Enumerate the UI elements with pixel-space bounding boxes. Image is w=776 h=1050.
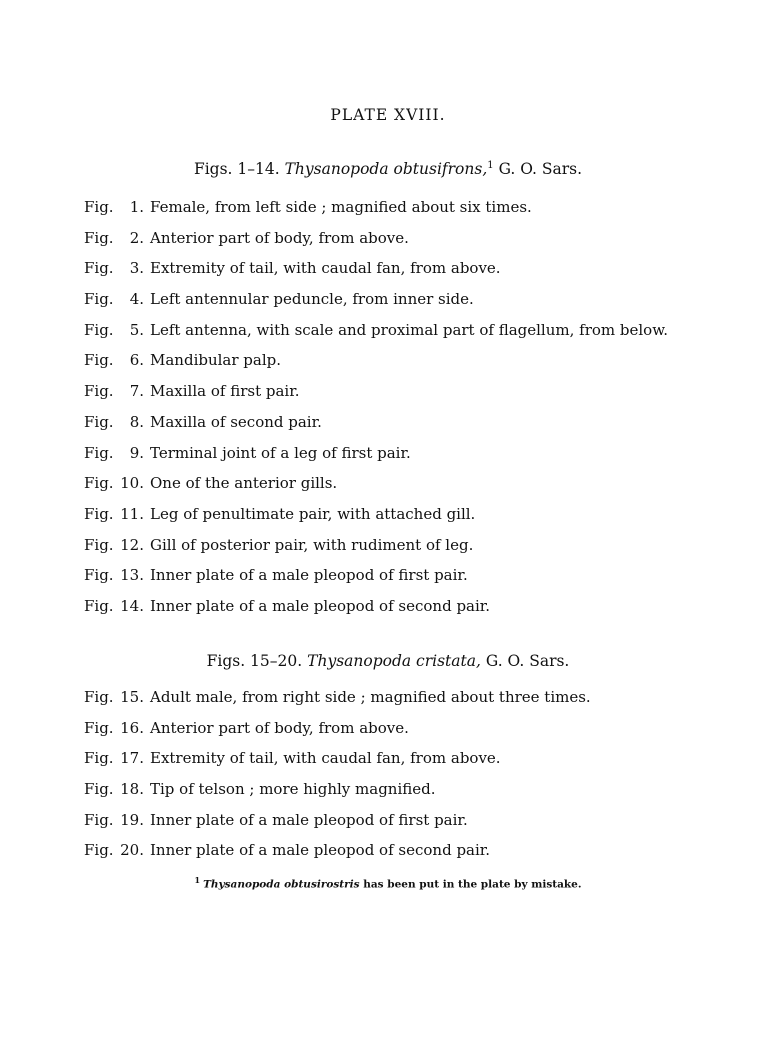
fig-prefix: Fig. bbox=[84, 596, 114, 615]
fig-description: Extremity of tail, with caudal fan, from above. bbox=[150, 749, 501, 768]
footnote-reference: 1 bbox=[487, 160, 494, 171]
fig-number: 11. bbox=[120, 504, 144, 523]
fig-description: Terminal joint of a leg of first pair. bbox=[150, 443, 411, 462]
figure-row bbox=[84, 351, 668, 382]
footnote-text: has been put in the plate by mistake. bbox=[363, 878, 582, 891]
figure-row bbox=[84, 229, 668, 260]
fig-number: 14. bbox=[120, 596, 144, 615]
fig-prefix: Fig. bbox=[84, 443, 114, 462]
fig-prefix: Fig. bbox=[84, 382, 114, 401]
section-heading-1 bbox=[0, 160, 776, 178]
fig-prefix: Fig. bbox=[84, 718, 114, 737]
page-title: PLATE XVIII. bbox=[330, 106, 446, 124]
fig-prefix: Fig. bbox=[84, 566, 114, 585]
fig-number: 16. bbox=[120, 718, 144, 737]
fig-number: 4. bbox=[129, 290, 144, 309]
section-figs-label: Figs. 1–14. bbox=[193, 160, 280, 179]
fig-description: Leg of penultimate pair, with attached gill. bbox=[150, 504, 476, 523]
fig-description: Maxilla of first pair. bbox=[150, 382, 300, 401]
figure-row bbox=[84, 749, 591, 780]
section-heading-2 bbox=[0, 652, 776, 670]
figure-row bbox=[84, 536, 668, 567]
fig-number: 7. bbox=[129, 382, 144, 401]
figure-row bbox=[84, 719, 591, 750]
fig-description: Left antenna, with scale and proximal part of flagellum, from below. bbox=[150, 320, 669, 339]
fig-description: Inner plate of a male pleopod of first pair. bbox=[150, 810, 468, 829]
fig-prefix: Fig. bbox=[84, 290, 114, 309]
fig-description: Mandibular palp. bbox=[150, 351, 282, 370]
figure-list-1 bbox=[84, 198, 668, 628]
footnote bbox=[0, 875, 776, 891]
fig-number: 10. bbox=[120, 474, 144, 493]
section-authority: G. O. Sars. bbox=[485, 652, 570, 670]
fig-prefix: Fig. bbox=[84, 198, 114, 216]
fig-prefix: Fig. bbox=[84, 688, 114, 706]
fig-description: Extremity of tail, with caudal fan, from above. bbox=[150, 259, 501, 278]
fig-prefix: Fig. bbox=[84, 841, 114, 860]
fig-number: 3. bbox=[129, 259, 144, 278]
fig-prefix: Fig. bbox=[84, 780, 114, 799]
fig-prefix: Fig. bbox=[84, 749, 114, 768]
fig-prefix: Fig. bbox=[84, 535, 114, 554]
fig-number: 1. bbox=[129, 198, 144, 216]
section-authority: G. O. Sars. bbox=[498, 160, 583, 179]
fig-description: Left antennular peduncle, from inner side. bbox=[150, 290, 474, 309]
figure-row bbox=[84, 198, 668, 229]
fig-description: Inner plate of a male pleopod of second pair. bbox=[150, 596, 491, 615]
fig-prefix: Fig. bbox=[84, 351, 114, 370]
figure-row bbox=[84, 321, 668, 352]
fig-number: 17. bbox=[120, 749, 144, 768]
fig-number: 12. bbox=[120, 535, 144, 554]
fig-prefix: Fig. bbox=[84, 259, 114, 278]
figure-row bbox=[84, 597, 668, 628]
fig-number: 15. bbox=[120, 688, 144, 706]
fig-number: 13. bbox=[120, 566, 144, 585]
figure-row bbox=[84, 841, 591, 872]
figure-row bbox=[84, 688, 591, 719]
fig-number: 8. bbox=[129, 412, 144, 431]
figure-list-2 bbox=[84, 688, 591, 872]
figure-row bbox=[84, 505, 668, 536]
section-species: Thysanopoda cristata, bbox=[307, 652, 481, 670]
fig-number: 19. bbox=[120, 810, 144, 829]
fig-number: 2. bbox=[129, 228, 144, 247]
section-figs-label: Figs. 15–20. bbox=[206, 652, 303, 670]
fig-description: Tip of telson ; more highly magnified. bbox=[150, 780, 436, 799]
section-species: Thysanopoda obtusifrons, bbox=[284, 160, 488, 179]
fig-prefix: Fig. bbox=[84, 504, 114, 523]
fig-prefix: Fig. bbox=[84, 228, 114, 247]
fig-description: Anterior part of body, from above. bbox=[150, 718, 409, 737]
fig-number: 18. bbox=[120, 780, 144, 799]
fig-description: Gill of posterior pair, with rudiment of leg. bbox=[150, 535, 474, 554]
fig-number: 6. bbox=[129, 351, 144, 370]
fig-description: Inner plate of a male pleopod of second pair. bbox=[150, 841, 491, 860]
fig-number: 5. bbox=[129, 320, 144, 339]
fig-description: Inner plate of a male pleopod of first pair. bbox=[150, 566, 468, 585]
fig-prefix: Fig. bbox=[84, 412, 114, 431]
fig-description: Anterior part of body, from above. bbox=[150, 228, 409, 247]
fig-prefix: Fig. bbox=[84, 810, 114, 829]
figure-row bbox=[84, 444, 668, 475]
figure-row bbox=[84, 474, 668, 505]
fig-number: 20. bbox=[120, 841, 144, 860]
figure-row bbox=[84, 811, 591, 842]
figure-row bbox=[84, 566, 668, 597]
fig-description: Female, from left side ; magnified about six times. bbox=[150, 198, 532, 216]
footnote-species: Thysanopoda obtusirostris bbox=[203, 878, 360, 891]
fig-number: 9. bbox=[129, 443, 144, 462]
footnote-marker: 1 bbox=[194, 875, 201, 885]
figure-row bbox=[84, 382, 668, 413]
fig-prefix: Fig. bbox=[84, 320, 114, 339]
fig-description: Adult male, from right side ; magnified about three times. bbox=[150, 688, 591, 706]
figure-row bbox=[84, 780, 591, 811]
fig-description: One of the anterior gills. bbox=[150, 474, 338, 493]
fig-prefix: Fig. bbox=[84, 474, 114, 493]
figure-row bbox=[84, 259, 668, 290]
figure-row bbox=[84, 290, 668, 321]
fig-description: Maxilla of second pair. bbox=[150, 412, 322, 431]
figure-row bbox=[84, 413, 668, 444]
